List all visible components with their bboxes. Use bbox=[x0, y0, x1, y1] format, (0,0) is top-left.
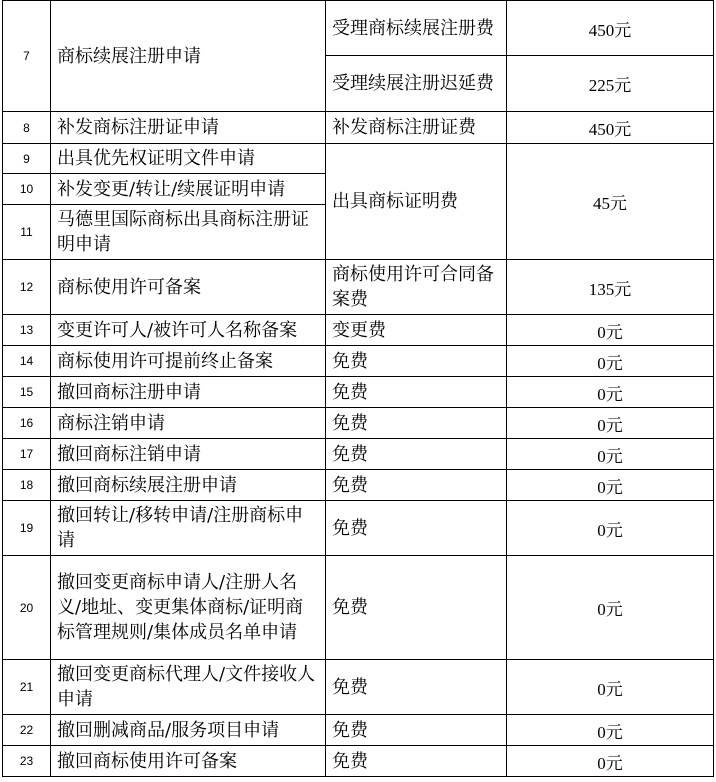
row-number: 14 bbox=[3, 346, 51, 377]
table-row bbox=[3, 260, 714, 315]
row-number: 19 bbox=[3, 501, 51, 556]
fee-name: 出具商标证明费 bbox=[326, 144, 507, 260]
fee-name: 免费 bbox=[326, 660, 507, 715]
row-number: 10 bbox=[3, 174, 51, 205]
table-row bbox=[3, 144, 714, 174]
fee-amount: 0元 bbox=[507, 315, 714, 346]
application-item: 商标续展注册申请 bbox=[51, 1, 326, 112]
application-item: 商标使用许可提前终止备案 bbox=[51, 346, 326, 377]
fee-name: 受理续展注册迟延费 bbox=[326, 56, 507, 112]
fee-name: 免费 bbox=[326, 501, 507, 556]
table-row bbox=[3, 660, 714, 715]
application-item: 出具优先权证明文件申请 bbox=[51, 144, 326, 174]
table-row bbox=[3, 715, 714, 746]
row-number: 13 bbox=[3, 315, 51, 346]
fee-name: 免费 bbox=[326, 408, 507, 439]
application-item: 撤回变更商标代理人/文件接收人申请 bbox=[51, 660, 326, 715]
application-item: 撤回转让/移转申请/注册商标申请 bbox=[51, 501, 326, 556]
fee-name: 变更费 bbox=[326, 315, 507, 346]
fee-amount: 0元 bbox=[507, 408, 714, 439]
application-item: 撤回商标注销申请 bbox=[51, 439, 326, 470]
fee-name: 免费 bbox=[326, 346, 507, 377]
fee-amount: 0元 bbox=[507, 439, 714, 470]
fee-amount: 0元 bbox=[507, 746, 714, 777]
application-item: 撤回商标续展注册申请 bbox=[51, 470, 326, 501]
table-row bbox=[3, 439, 714, 470]
row-number: 22 bbox=[3, 715, 51, 746]
application-item: 马德里国际商标出具商标注册证明申请 bbox=[51, 205, 326, 260]
row-number: 17 bbox=[3, 439, 51, 470]
application-item: 商标使用许可备案 bbox=[51, 260, 326, 315]
fee-name: 免费 bbox=[326, 746, 507, 777]
fee-name: 免费 bbox=[326, 439, 507, 470]
row-number: 16 bbox=[3, 408, 51, 439]
fee-amount: 0元 bbox=[507, 470, 714, 501]
fee-amount: 0元 bbox=[507, 715, 714, 746]
table-row bbox=[3, 746, 714, 777]
fee-amount: 450元 bbox=[507, 1, 714, 56]
table-row bbox=[3, 377, 714, 408]
fee-amount: 45元 bbox=[507, 144, 714, 260]
application-item: 补发变更/转让/续展证明申请 bbox=[51, 174, 326, 205]
application-item: 撤回删减商品/服务项目申请 bbox=[51, 715, 326, 746]
row-number: 11 bbox=[3, 205, 51, 260]
table-row bbox=[3, 112, 714, 144]
fee-table bbox=[2, 0, 714, 777]
fee-amount: 0元 bbox=[507, 556, 714, 660]
fee-amount: 0元 bbox=[507, 501, 714, 556]
fee-amount: 0元 bbox=[507, 377, 714, 408]
application-item: 补发商标注册证申请 bbox=[51, 112, 326, 144]
fee-amount: 135元 bbox=[507, 260, 714, 315]
table-row bbox=[3, 346, 714, 377]
table-row bbox=[3, 315, 714, 346]
fee-name: 免费 bbox=[326, 715, 507, 746]
application-item: 撤回变更商标申请人/注册人名义/地址、变更集体商标/证明商标管理规则/集体成员名单申请 bbox=[51, 556, 326, 660]
fee-name: 免费 bbox=[326, 470, 507, 501]
fee-amount: 0元 bbox=[507, 660, 714, 715]
row-number: 18 bbox=[3, 470, 51, 501]
fee-name: 补发商标注册证费 bbox=[326, 112, 507, 144]
application-item: 商标注销申请 bbox=[51, 408, 326, 439]
application-item: 撤回商标注册申请 bbox=[51, 377, 326, 408]
fee-name: 免费 bbox=[326, 556, 507, 660]
row-number: 20 bbox=[3, 556, 51, 660]
row-number: 21 bbox=[3, 660, 51, 715]
application-item: 撤回商标使用许可备案 bbox=[51, 746, 326, 777]
table-row bbox=[3, 1, 714, 56]
fee-amount: 0元 bbox=[507, 346, 714, 377]
fee-name: 受理商标续展注册费 bbox=[326, 1, 507, 56]
fee-name: 商标使用许可合同备案费 bbox=[326, 260, 507, 315]
table-row bbox=[3, 470, 714, 501]
table-row bbox=[3, 556, 714, 660]
fee-name: 免费 bbox=[326, 377, 507, 408]
row-number: 9 bbox=[3, 144, 51, 174]
fee-amount: 225元 bbox=[507, 56, 714, 112]
table-row bbox=[3, 501, 714, 556]
row-number: 7 bbox=[3, 1, 51, 112]
row-number: 15 bbox=[3, 377, 51, 408]
fee-amount: 450元 bbox=[507, 112, 714, 144]
table-row bbox=[3, 408, 714, 439]
row-number: 8 bbox=[3, 112, 51, 144]
row-number: 12 bbox=[3, 260, 51, 315]
application-item: 变更许可人/被许可人名称备案 bbox=[51, 315, 326, 346]
row-number: 23 bbox=[3, 746, 51, 777]
